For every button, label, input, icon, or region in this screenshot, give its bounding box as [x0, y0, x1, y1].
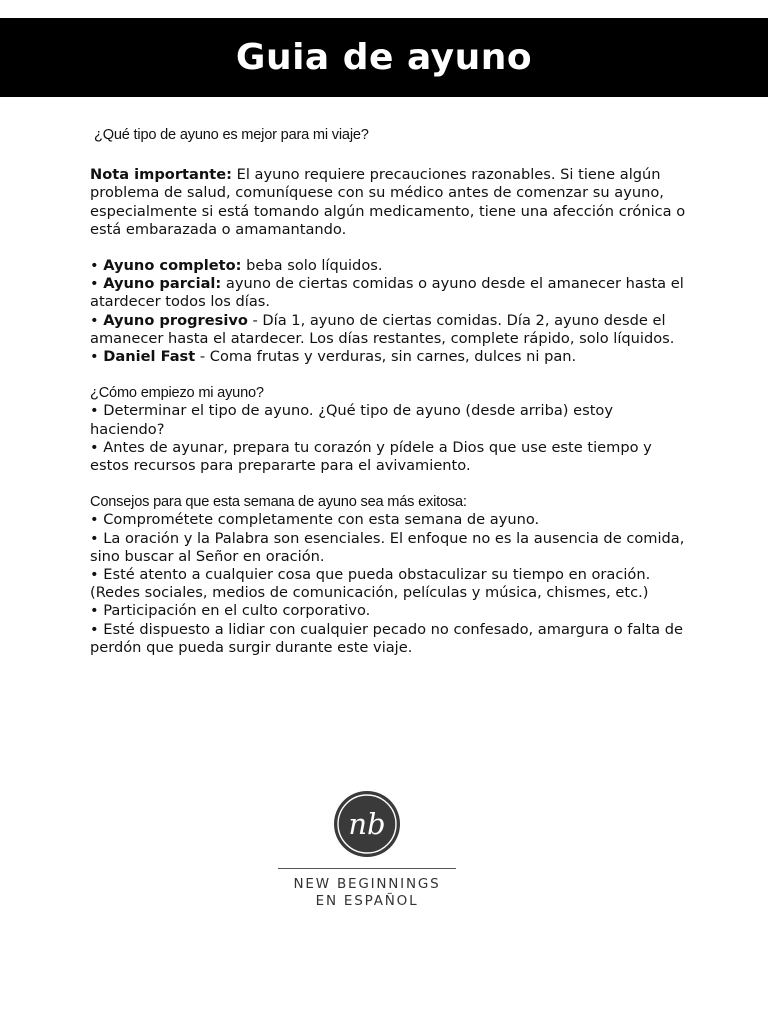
type-label: Ayuno progresivo: [103, 311, 248, 329]
fasting-types-list: [90, 257, 690, 366]
type-text: beba solo líquidos.: [241, 257, 383, 275]
note-label: Nota importante:: [90, 166, 232, 184]
tips-heading: Consejos para que esta semana de ayuno sea más exitosa:: [90, 494, 467, 511]
spacer: [90, 475, 690, 493]
intro-question: ¿Qué tipo de ayuno es mejor para mi viaje?: [94, 127, 369, 143]
document-body: [90, 126, 690, 657]
new-beginnings-logo: [278, 788, 456, 912]
type-label: Ayuno completo:: [103, 257, 242, 275]
type-label: Daniel Fast: [103, 348, 196, 366]
note-text: El ayuno requiere precauciones razonables. Si tiene algún problema de salud, comuníquese con su médico antes de comenzar su ayuno, especialmente si está tomando algún medicamento, tiene una afección crónica o está embarazada o amamantando.: [90, 166, 686, 238]
list-item: • Comprométete completamente con esta semana de ayuno.: [90, 511, 540, 529]
list-item: • La oración y la Palabra son esenciales. El enfoque no es la ausencia de comida, sino buscar al Señor en oración.: [90, 529, 685, 565]
list-item: • Esté dispuesto a lidiar con cualquier pecado no confesado, amargura o falta de perdón que pueda surgir durante este viaje.: [90, 620, 683, 656]
list-item: [90, 257, 690, 275]
spacer: [90, 239, 690, 257]
nb-monogram-icon: [333, 790, 401, 858]
important-note: [90, 166, 690, 239]
bullet: •: [90, 311, 104, 329]
list-item: • Determinar el tipo de ayuno. ¿Qué tipo de ayuno (desde arriba) estoy haciendo?: [90, 402, 614, 438]
bullet: •: [90, 348, 104, 366]
logo-name-line1: NEW BEGINNINGS: [293, 876, 441, 892]
logo-divider: [278, 868, 456, 869]
bullet: •: [90, 275, 104, 293]
type-text: - Coma frutas y verduras, sin carnes, dulces ni pan.: [195, 348, 577, 366]
type-text: ayuno de ciertas comidas o ayuno desde el amanecer hasta el atardecer todos los días.: [90, 275, 684, 311]
start-heading: ¿Cómo empiezo mi ayuno?: [90, 385, 264, 402]
list-item: • Participación en el culto corporativo.: [90, 602, 371, 620]
list-item: [90, 348, 690, 366]
spacer: [90, 366, 690, 384]
monogram-text: nb: [348, 807, 386, 841]
list-item: [90, 312, 690, 348]
header-bar: [0, 18, 768, 97]
bullet: •: [90, 257, 104, 275]
list-item: • Esté atento a cualquier cosa que pueda obstaculizar su tiempo en oración. (Redes sociales, medios de comunicación, películas y música, chismes, etc.): [90, 566, 651, 602]
list-item: • Antes de ayunar, prepara tu corazón y pídele a Dios que use este tiempo y estos recursos para prepararte para el avivamiento.: [90, 438, 652, 475]
type-label: Ayuno parcial:: [103, 275, 222, 293]
type-text: - Día 1, ayuno de ciertas comidas. Día 2, ayuno desde el amanecer hasta el atardecer. Los días restantes, complete rápido, solo líquidos.: [90, 311, 675, 347]
page-title: Guia de ayuno: [235, 37, 533, 78]
logo-name-line2: EN ESPAÑOL: [315, 893, 419, 909]
list-item: [90, 275, 690, 311]
